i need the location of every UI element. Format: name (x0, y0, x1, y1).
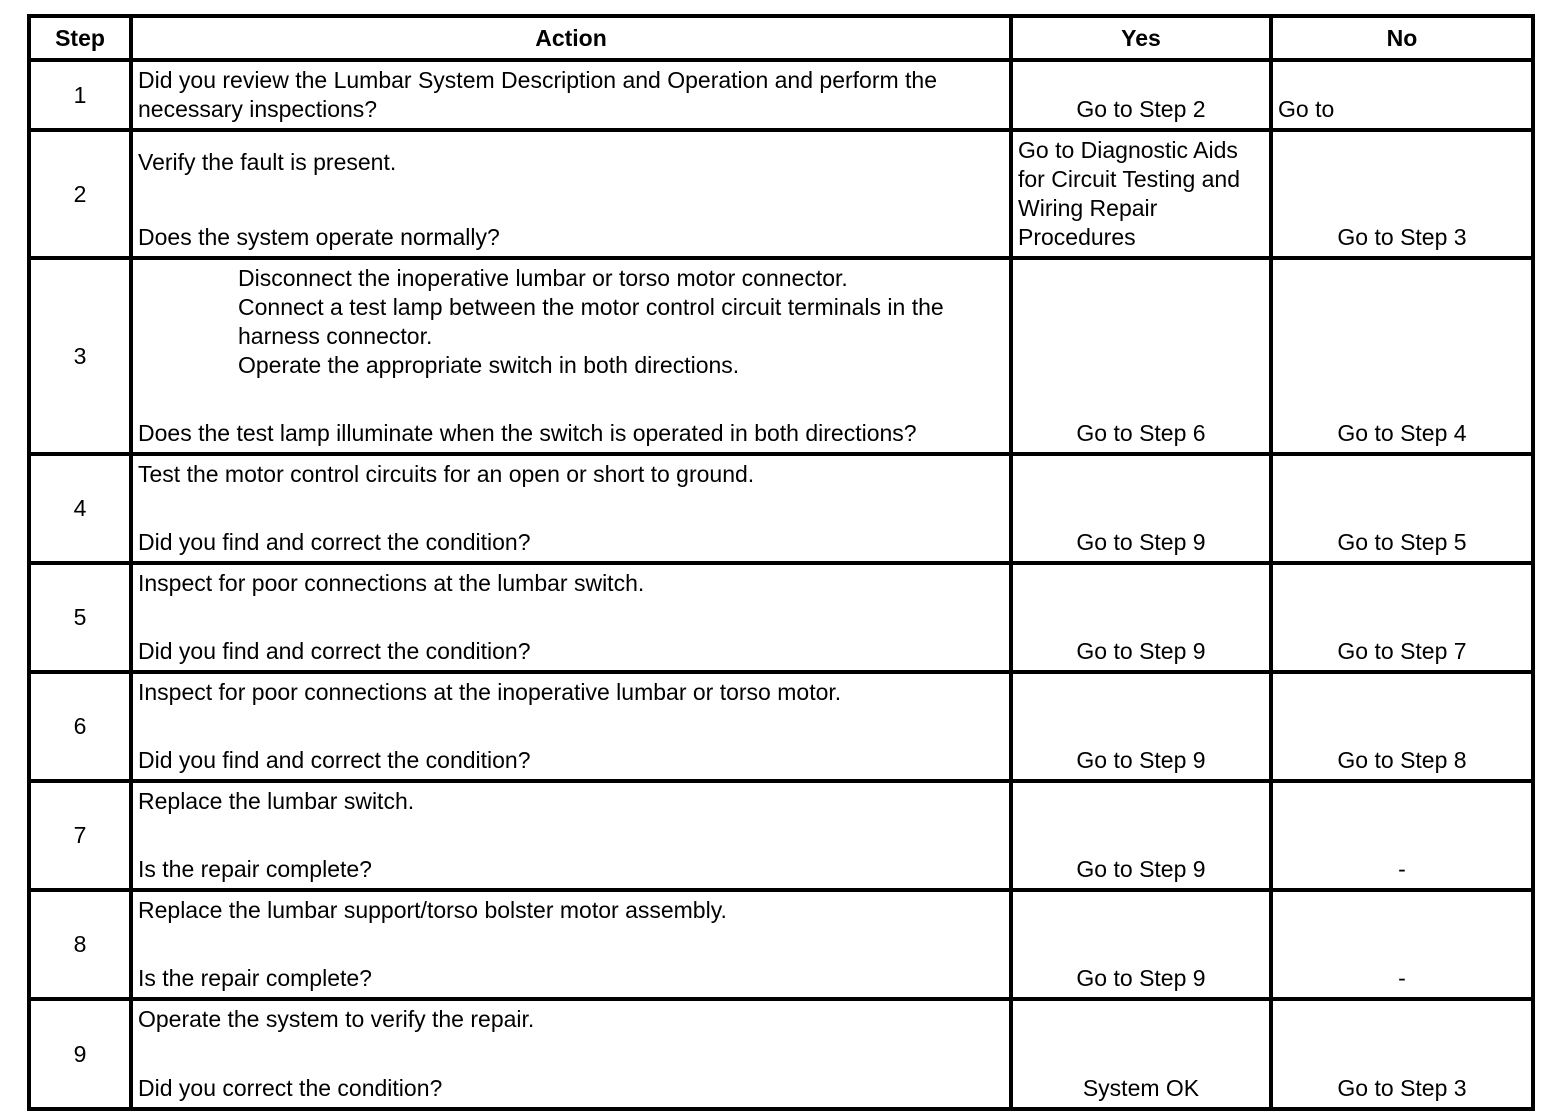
step-number: 4 (29, 454, 131, 563)
action-question: Does the test lamp illuminate when the switch is operated in both directions? (138, 420, 917, 446)
yes-cell: Go to Step 9 (1011, 890, 1271, 999)
table-row (29, 563, 1533, 672)
no-cell: Go to Step 7 (1271, 563, 1533, 672)
action-instruction: Replace the lumbar switch. (138, 788, 415, 814)
action-question: Is the repair complete? (138, 965, 372, 991)
action-cell (131, 890, 1011, 999)
action-cell (131, 258, 1011, 454)
yes-cell: System OK (1011, 999, 1271, 1109)
action-question: Did you find and correct the condition? (138, 529, 531, 555)
no-cell: Go to Step 4 (1271, 258, 1533, 454)
action-cell (131, 999, 1011, 1109)
table-row (29, 781, 1533, 890)
no-cell: Go to Step 3 (1271, 999, 1533, 1109)
action-cell (131, 672, 1011, 781)
no-cell: Go to (1271, 60, 1533, 130)
yes-cell: Go to Step 9 (1011, 454, 1271, 563)
table-row (29, 130, 1533, 258)
action-instruction: Did you review the Lumbar System Description and Operation and perform the necessary inspections? (138, 67, 938, 122)
header-action: Action (131, 16, 1011, 60)
action-cell (131, 454, 1011, 563)
table-row (29, 890, 1533, 999)
action-cell (131, 781, 1011, 890)
header-step: Step (29, 16, 131, 60)
action-instruction: Inspect for poor connections at the inoperative lumbar or torso motor. (138, 679, 842, 705)
action-cell (131, 563, 1011, 672)
header-no: No (1271, 16, 1533, 60)
step-number: 9 (29, 999, 131, 1109)
action-question: Did you find and correct the condition? (138, 638, 531, 664)
step-number: 3 (29, 258, 131, 454)
step-number: 8 (29, 890, 131, 999)
table-row (29, 60, 1533, 130)
step-number: 5 (29, 563, 131, 672)
action-question: Did you find and correct the condition? (138, 747, 531, 773)
action-bullet: Connect a test lamp between the motor control circuit terminals in the harness connector. (238, 294, 944, 349)
yes-cell: Go to Step 9 (1011, 672, 1271, 781)
action-cell (131, 130, 1011, 258)
table-row (29, 999, 1533, 1109)
header-row (29, 16, 1533, 60)
step-number: 6 (29, 672, 131, 781)
no-cell: - (1271, 890, 1533, 999)
yes-cell: Go to Step 9 (1011, 781, 1271, 890)
yes-cell: Go to Step 6 (1011, 258, 1271, 454)
header-yes: Yes (1011, 16, 1271, 60)
no-cell: Go to Step 5 (1271, 454, 1533, 563)
diagnostic-table (27, 14, 1535, 1111)
yes-cell: Go to Step 9 (1011, 563, 1271, 672)
step-number: 2 (29, 130, 131, 258)
yes-cell: Go to Diagnostic Aids for Circuit Testing and Wiring Repair Procedures (1011, 130, 1271, 258)
step-number: 1 (29, 60, 131, 130)
action-bullet: Operate the appropriate switch in both directions. (238, 352, 740, 378)
action-bullet-list (138, 264, 1005, 380)
action-bullet: Disconnect the inoperative lumbar or torso motor connector. (238, 265, 848, 291)
no-cell: Go to Step 8 (1271, 672, 1533, 781)
action-instruction: Inspect for poor connections at the lumbar switch. (138, 570, 645, 596)
table-row (29, 258, 1533, 454)
action-question: Does the system operate normally? (138, 224, 500, 250)
step-number: 7 (29, 781, 131, 890)
action-instruction: Operate the system to verify the repair. (138, 1006, 535, 1032)
no-cell: Go to Step 3 (1271, 130, 1533, 258)
yes-cell: Go to Step 2 (1011, 60, 1271, 130)
action-instruction: Verify the fault is present. (138, 149, 397, 175)
table-row (29, 672, 1533, 781)
action-instruction: Replace the lumbar support/torso bolster motor assembly. (138, 897, 727, 923)
no-cell: - (1271, 781, 1533, 890)
action-question: Is the repair complete? (138, 856, 372, 882)
action-question: Did you correct the condition? (138, 1075, 443, 1101)
table-row (29, 454, 1533, 563)
action-cell (131, 60, 1011, 130)
action-instruction: Test the motor control circuits for an open or short to ground. (138, 461, 755, 487)
